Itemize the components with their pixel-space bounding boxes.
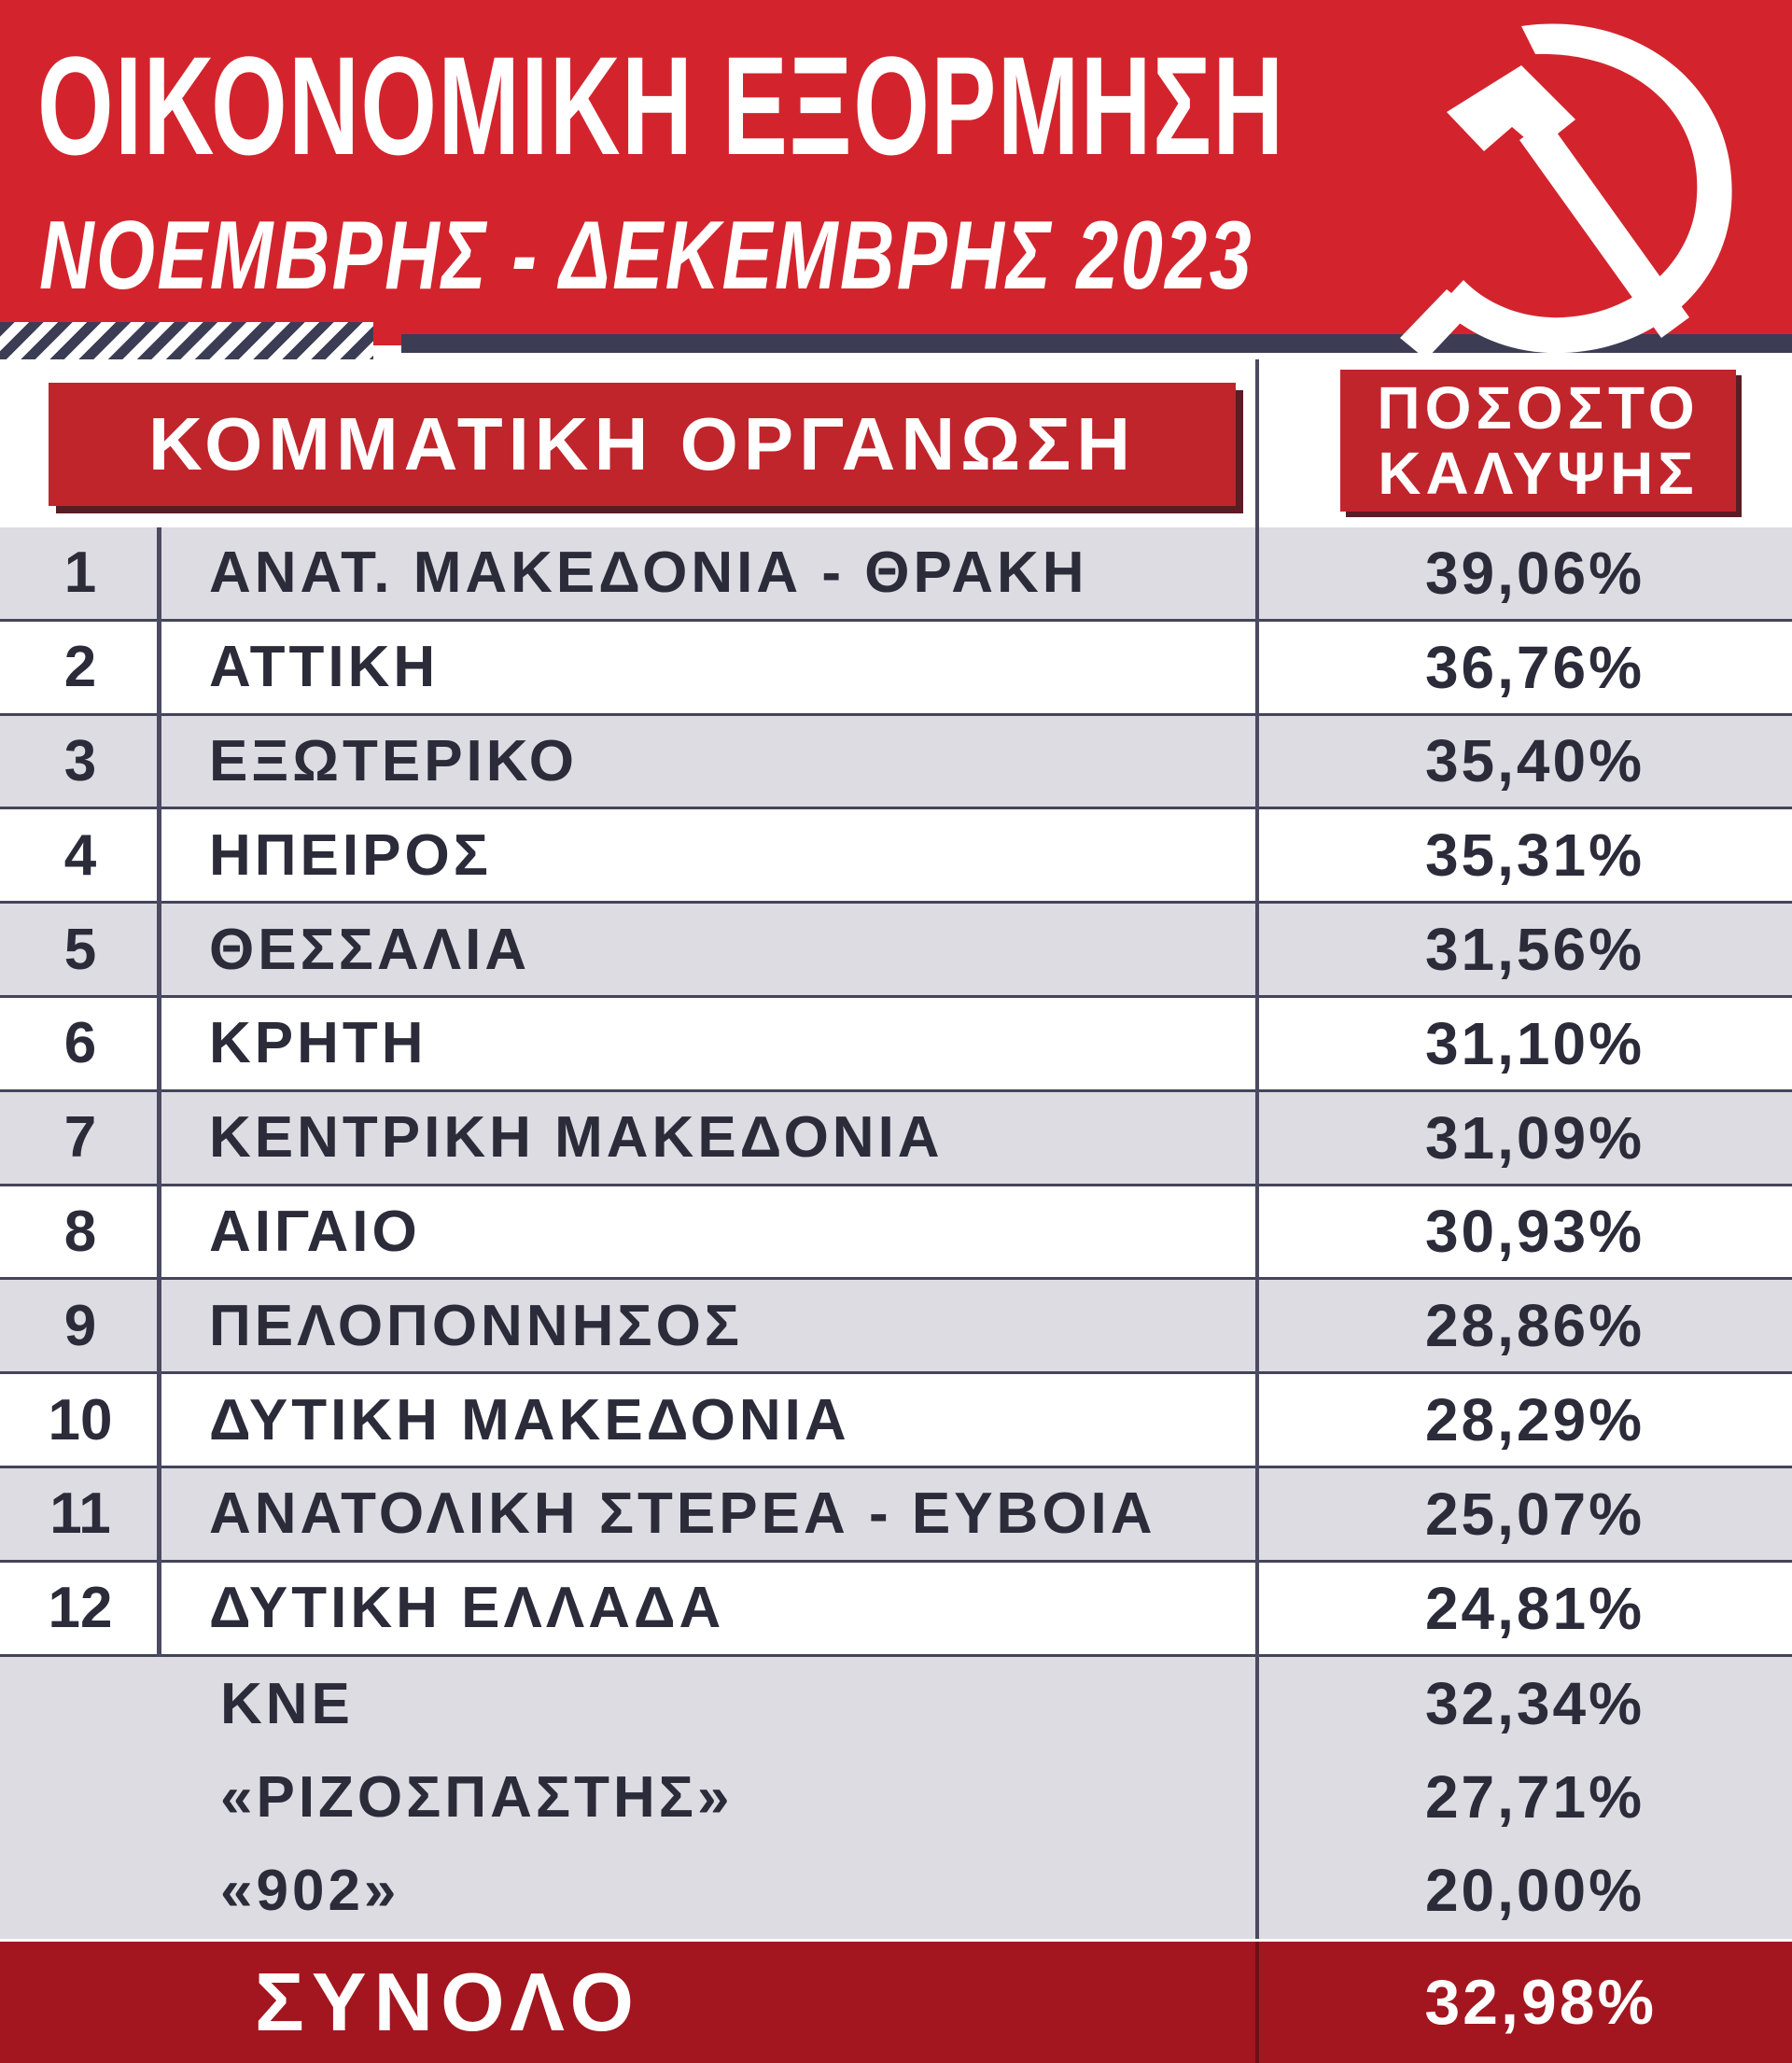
rank-divider <box>157 904 161 998</box>
table-row <box>0 998 1792 1092</box>
table-row <box>0 716 1792 810</box>
header-hatch-stripes <box>0 322 373 359</box>
extra-organization-name: «ΡΙΖΟΣΠΑΣΤΗΣ» <box>220 1764 734 1830</box>
column-header-organization-label: ΚΟΜΜΑΤΙΚΗ ΟΡΓΑΝΩΣΗ <box>147 402 1137 485</box>
rank-divider <box>157 1186 161 1281</box>
table-row <box>0 1092 1792 1186</box>
list-item <box>0 1657 1792 1750</box>
row-organization: ΑΤΤΙΚΗ <box>209 635 440 700</box>
row-organization: ΘΕΣΣΑΛΙΑ <box>209 917 531 982</box>
row-percentage: 31,56% <box>1424 916 1645 984</box>
row-rank: 1 <box>63 540 97 606</box>
total-row <box>0 1942 1792 2063</box>
total-label: ΣΥΝΟΛΟ <box>255 1956 641 2048</box>
row-organization: ΚΡΗΤΗ <box>209 1011 427 1076</box>
row-organization: ΔΥΤΙΚΗ ΜΑΚΕΔΟΝΙΑ <box>209 1387 850 1453</box>
column-header-coverage <box>1340 370 1736 512</box>
rank-divider <box>157 1374 161 1468</box>
table-row <box>0 904 1792 998</box>
row-rank: 4 <box>63 822 97 888</box>
table-row <box>0 809 1792 904</box>
column-header-organization <box>49 383 1236 506</box>
total-percentage: 32,98% <box>1424 1967 1657 2038</box>
row-rank: 7 <box>63 1105 97 1171</box>
row-organization: ΑΝΑΤΟΛΙΚΗ ΣΤΕΡΕΑ - ΕΥΒΟΙΑ <box>209 1481 1156 1547</box>
row-organization: ΠΕΛΟΠΟΝΝΗΣΟΣ <box>209 1293 744 1358</box>
row-organization: ΔΥΤΙΚΗ ΕΛΛΑΔΑ <box>209 1576 725 1641</box>
rank-divider <box>157 809 161 904</box>
ranking-table <box>0 527 1792 1657</box>
table-row <box>0 1563 1792 1657</box>
row-percentage: 35,31% <box>1424 821 1645 890</box>
extra-organization-percentage: 27,71% <box>1424 1763 1645 1831</box>
hammer-and-sickle-icon <box>1381 9 1745 364</box>
row-percentage: 28,29% <box>1424 1386 1645 1454</box>
page-title: ΟΙΚΟΝΟΜΙΚΗ ΕΞΟΡΜΗΣΗ <box>37 27 1285 184</box>
column-header-coverage-line1: ΠΟΣΟΣΤΟ <box>1377 374 1700 442</box>
row-rank: 12 <box>48 1576 113 1641</box>
row-organization: ΚΕΝΤΡΙΚΗ ΜΑΚΕΔΟΝΙΑ <box>209 1105 944 1171</box>
row-percentage: 28,86% <box>1424 1292 1645 1360</box>
extra-organization-name: ΚΝΕ <box>220 1671 354 1736</box>
row-percentage: 31,10% <box>1424 1009 1645 1077</box>
table-row <box>0 1468 1792 1563</box>
row-organization: ΕΞΩΤΕΡΙΚΟ <box>209 728 578 793</box>
row-rank: 5 <box>63 917 97 982</box>
row-percentage: 39,06% <box>1424 539 1645 607</box>
table-row <box>0 1186 1792 1281</box>
row-rank: 6 <box>63 1011 97 1076</box>
rank-divider <box>157 1092 161 1186</box>
row-percentage: 25,07% <box>1424 1480 1645 1548</box>
row-percentage: 30,93% <box>1424 1198 1645 1266</box>
column-divider <box>1255 359 1259 530</box>
row-rank: 11 <box>49 1481 111 1547</box>
table-row <box>0 622 1792 716</box>
extra-organization-percentage: 32,34% <box>1424 1670 1645 1737</box>
row-organization: ΑΝΑΤ. ΜΑΚΕΔΟΝΙΑ - ΘΡΑΚΗ <box>209 540 1088 606</box>
row-organization: ΗΠΕΙΡΟΣ <box>209 822 492 888</box>
row-rank: 10 <box>48 1387 113 1453</box>
table-row <box>0 1280 1792 1374</box>
rank-divider <box>157 1563 161 1657</box>
row-rank: 9 <box>63 1293 97 1358</box>
row-percentage: 36,76% <box>1424 633 1645 701</box>
row-rank: 2 <box>63 635 97 700</box>
row-percentage: 24,81% <box>1424 1574 1645 1642</box>
rank-divider <box>157 998 161 1092</box>
row-organization: ΑΙΓΑΙΟ <box>209 1199 421 1264</box>
row-percentage: 35,40% <box>1424 727 1645 795</box>
row-rank: 3 <box>63 728 97 793</box>
rank-divider <box>157 527 161 622</box>
page-subtitle: ΝΟΕΜΒΡΗΣ - ΔΕΚΕΜΒΡΗΣ 2023 <box>39 202 1254 310</box>
rank-divider <box>157 1468 161 1563</box>
table-row <box>0 527 1792 622</box>
extra-organizations <box>0 1657 1792 1939</box>
row-rank: 8 <box>63 1199 97 1264</box>
extra-organization-name: «902» <box>220 1858 400 1923</box>
list-item <box>0 1750 1792 1844</box>
rank-divider <box>157 716 161 810</box>
row-percentage: 31,09% <box>1424 1103 1645 1172</box>
column-header-coverage-line2: ΚΑΛΥΨΗΣ <box>1378 440 1699 507</box>
rank-divider <box>157 1280 161 1374</box>
rank-divider <box>157 622 161 716</box>
header <box>0 0 1792 359</box>
extra-organization-percentage: 20,00% <box>1424 1857 1645 1924</box>
list-item <box>0 1844 1792 1937</box>
table-row <box>0 1374 1792 1468</box>
